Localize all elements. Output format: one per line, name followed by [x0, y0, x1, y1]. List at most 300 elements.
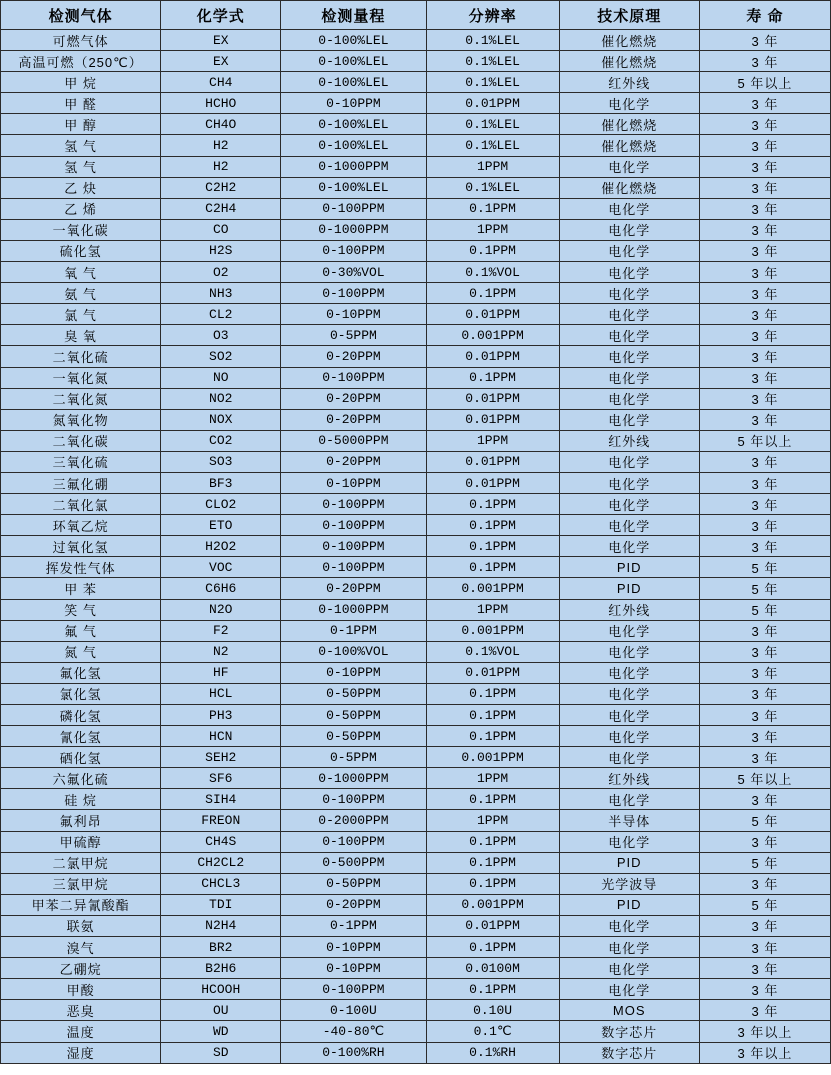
- cell-formula: CH4S: [161, 831, 281, 852]
- cell-lifetime: 3 年: [699, 641, 830, 662]
- cell-range: 0-10PPM: [281, 304, 426, 325]
- cell-resolution: 0.01PPM: [426, 915, 559, 936]
- cell-principle: 电化学: [559, 283, 699, 304]
- cell-range: 0-10PPM: [281, 93, 426, 114]
- cell-formula: N2O: [161, 599, 281, 620]
- cell-gas-name: 二氧化碳: [1, 430, 161, 451]
- cell-range: 0-100PPM: [281, 979, 426, 1000]
- cell-range: 0-100%LEL: [281, 72, 426, 93]
- cell-range: 0-50PPM: [281, 873, 426, 894]
- column-header-formula: 化学式: [161, 1, 281, 30]
- cell-resolution: 0.1%LEL: [426, 72, 559, 93]
- cell-principle: 电化学: [559, 536, 699, 557]
- table-row: [1, 304, 831, 325]
- cell-lifetime: 3 年以上: [699, 1042, 830, 1063]
- cell-principle: 红外线: [559, 72, 699, 93]
- cell-lifetime: 3 年: [699, 515, 830, 536]
- table-row: [1, 1021, 831, 1042]
- table-row: [1, 852, 831, 873]
- cell-formula: CH4: [161, 72, 281, 93]
- table-row: [1, 177, 831, 198]
- cell-resolution: 0.1PPM: [426, 515, 559, 536]
- column-header-range: 检测量程: [281, 1, 426, 30]
- cell-lifetime: 5 年: [699, 578, 830, 599]
- cell-lifetime: 3 年: [699, 873, 830, 894]
- cell-range: 0-1PPM: [281, 915, 426, 936]
- cell-principle: PID: [559, 894, 699, 915]
- cell-gas-name: 甲 醇: [1, 114, 161, 135]
- cell-formula: HF: [161, 662, 281, 683]
- cell-gas-name: 氧 气: [1, 262, 161, 283]
- cell-formula: O3: [161, 325, 281, 346]
- cell-range: 0-20PPM: [281, 346, 426, 367]
- cell-gas-name: 硅 烷: [1, 789, 161, 810]
- cell-resolution: 0.1%LEL: [426, 135, 559, 156]
- cell-principle: 电化学: [559, 198, 699, 219]
- cell-lifetime: 3 年: [699, 135, 830, 156]
- cell-gas-name: 过氧化氢: [1, 536, 161, 557]
- table-row: [1, 915, 831, 936]
- cell-principle: 电化学: [559, 156, 699, 177]
- cell-principle: 电化学: [559, 388, 699, 409]
- cell-principle: 红外线: [559, 430, 699, 451]
- cell-principle: 电化学: [559, 262, 699, 283]
- cell-formula: HCHO: [161, 93, 281, 114]
- cell-gas-name: 二氧化硫: [1, 346, 161, 367]
- cell-lifetime: 3 年: [699, 156, 830, 177]
- cell-gas-name: 氯化氢: [1, 683, 161, 704]
- table-row: [1, 1042, 831, 1063]
- cell-range: 0-20PPM: [281, 409, 426, 430]
- table-header-row: [1, 1, 831, 30]
- cell-lifetime: 5 年: [699, 599, 830, 620]
- cell-gas-name: 氟 气: [1, 620, 161, 641]
- cell-resolution: 0.01PPM: [426, 346, 559, 367]
- cell-range: 0-100PPM: [281, 240, 426, 261]
- cell-resolution: 0.1PPM: [426, 367, 559, 388]
- cell-resolution: 1PPM: [426, 430, 559, 451]
- table-row: [1, 198, 831, 219]
- cell-principle: 电化学: [559, 958, 699, 979]
- table-row: [1, 494, 831, 515]
- cell-formula: CO: [161, 219, 281, 240]
- table-row: [1, 93, 831, 114]
- cell-gas-name: 氰化氢: [1, 726, 161, 747]
- cell-resolution: 0.1PPM: [426, 536, 559, 557]
- cell-lifetime: 5 年: [699, 894, 830, 915]
- table-row: [1, 557, 831, 578]
- table-row: [1, 409, 831, 430]
- cell-lifetime: 3 年: [699, 958, 830, 979]
- cell-gas-name: 二氧化氮: [1, 388, 161, 409]
- cell-gas-name: 环氧乙烷: [1, 515, 161, 536]
- cell-formula: NOX: [161, 409, 281, 430]
- cell-resolution: 0.01PPM: [426, 662, 559, 683]
- cell-gas-name: 三氯甲烷: [1, 873, 161, 894]
- table-row: [1, 72, 831, 93]
- cell-formula: H2O2: [161, 536, 281, 557]
- cell-principle: PID: [559, 852, 699, 873]
- cell-gas-name: 高温可燃（250℃）: [1, 51, 161, 72]
- cell-resolution: 0.01PPM: [426, 451, 559, 472]
- table-row: [1, 262, 831, 283]
- cell-resolution: 0.1PPM: [426, 873, 559, 894]
- cell-lifetime: 5 年以上: [699, 72, 830, 93]
- table-row: [1, 114, 831, 135]
- table-row: [1, 430, 831, 451]
- cell-principle: 电化学: [559, 641, 699, 662]
- cell-resolution: 0.1PPM: [426, 557, 559, 578]
- cell-gas-name: 氟利昂: [1, 810, 161, 831]
- cell-gas-name: 二氧化氯: [1, 494, 161, 515]
- cell-principle: 数字芯片: [559, 1042, 699, 1063]
- cell-resolution: 0.0100M: [426, 958, 559, 979]
- cell-gas-name: 硒化氢: [1, 747, 161, 768]
- cell-principle: 电化学: [559, 240, 699, 261]
- cell-formula: EX: [161, 30, 281, 51]
- cell-formula: C6H6: [161, 578, 281, 599]
- cell-resolution: 0.1℃: [426, 1021, 559, 1042]
- cell-gas-name: 六氟化硫: [1, 768, 161, 789]
- cell-lifetime: 3 年: [699, 367, 830, 388]
- column-header-principle: 技术原理: [559, 1, 699, 30]
- cell-formula: HCN: [161, 726, 281, 747]
- cell-formula: F2: [161, 620, 281, 641]
- cell-resolution: 0.1PPM: [426, 705, 559, 726]
- cell-lifetime: 3 年: [699, 30, 830, 51]
- cell-gas-name: 甲 烷: [1, 72, 161, 93]
- cell-gas-name: 可燃气体: [1, 30, 161, 51]
- cell-formula: VOC: [161, 557, 281, 578]
- table-row: [1, 747, 831, 768]
- cell-range: 0-20PPM: [281, 578, 426, 599]
- cell-resolution: 0.001PPM: [426, 747, 559, 768]
- cell-gas-name: 硫化氢: [1, 240, 161, 261]
- cell-resolution: 0.1PPM: [426, 852, 559, 873]
- cell-gas-name: 乙 炔: [1, 177, 161, 198]
- cell-gas-name: 三氧化硫: [1, 451, 161, 472]
- cell-range: 0-100U: [281, 1000, 426, 1021]
- cell-formula: H2: [161, 156, 281, 177]
- cell-lifetime: 3 年: [699, 915, 830, 936]
- cell-lifetime: 3 年: [699, 683, 830, 704]
- table-row: [1, 346, 831, 367]
- cell-formula: N2: [161, 641, 281, 662]
- cell-principle: MOS: [559, 1000, 699, 1021]
- cell-principle: 电化学: [559, 304, 699, 325]
- cell-principle: 催化燃烧: [559, 30, 699, 51]
- cell-formula: B2H6: [161, 958, 281, 979]
- cell-resolution: 1PPM: [426, 156, 559, 177]
- cell-lifetime: 3 年: [699, 346, 830, 367]
- cell-lifetime: 5 年以上: [699, 768, 830, 789]
- cell-formula: TDI: [161, 894, 281, 915]
- table-row: [1, 789, 831, 810]
- cell-gas-name: 二氯甲烷: [1, 852, 161, 873]
- table-row: [1, 472, 831, 493]
- cell-range: -40-80℃: [281, 1021, 426, 1042]
- cell-resolution: 0.1PPM: [426, 726, 559, 747]
- cell-principle: 催化燃烧: [559, 114, 699, 135]
- cell-range: 0-100PPM: [281, 367, 426, 388]
- cell-range: 0-30%VOL: [281, 262, 426, 283]
- table-row: [1, 578, 831, 599]
- cell-formula: FREON: [161, 810, 281, 831]
- cell-formula: ETO: [161, 515, 281, 536]
- cell-lifetime: 3 年: [699, 114, 830, 135]
- cell-formula: H2S: [161, 240, 281, 261]
- cell-gas-name: 磷化氢: [1, 705, 161, 726]
- cell-range: 0-100%VOL: [281, 641, 426, 662]
- cell-formula: SEH2: [161, 747, 281, 768]
- cell-gas-name: 甲 醛: [1, 93, 161, 114]
- cell-range: 0-100PPM: [281, 283, 426, 304]
- cell-resolution: 0.1PPM: [426, 789, 559, 810]
- cell-principle: 半导体: [559, 810, 699, 831]
- cell-formula: H2: [161, 135, 281, 156]
- cell-formula: SD: [161, 1042, 281, 1063]
- table-row: [1, 810, 831, 831]
- cell-gas-name: 氮氧化物: [1, 409, 161, 430]
- cell-resolution: 0.1%LEL: [426, 177, 559, 198]
- cell-gas-name: 三氟化硼: [1, 472, 161, 493]
- cell-lifetime: 3 年: [699, 240, 830, 261]
- cell-principle: 电化学: [559, 515, 699, 536]
- cell-formula: N2H4: [161, 915, 281, 936]
- cell-resolution: 0.001PPM: [426, 620, 559, 641]
- cell-lifetime: 3 年: [699, 304, 830, 325]
- cell-lifetime: 5 年: [699, 557, 830, 578]
- cell-resolution: 0.1%LEL: [426, 51, 559, 72]
- cell-resolution: 1PPM: [426, 599, 559, 620]
- cell-gas-name: 氟化氢: [1, 662, 161, 683]
- cell-lifetime: 5 年: [699, 810, 830, 831]
- cell-resolution: 0.1%LEL: [426, 30, 559, 51]
- cell-range: 0-5000PPM: [281, 430, 426, 451]
- cell-range: 0-100PPM: [281, 557, 426, 578]
- cell-principle: 电化学: [559, 472, 699, 493]
- cell-formula: CO2: [161, 430, 281, 451]
- cell-lifetime: 3 年以上: [699, 1021, 830, 1042]
- table-row: [1, 937, 831, 958]
- column-header-lifetime: 寿 命: [699, 1, 830, 30]
- cell-formula: PH3: [161, 705, 281, 726]
- cell-principle: 电化学: [559, 367, 699, 388]
- cell-principle: 电化学: [559, 747, 699, 768]
- cell-principle: 电化学: [559, 325, 699, 346]
- table-row: [1, 705, 831, 726]
- cell-gas-name: 氢 气: [1, 135, 161, 156]
- cell-range: 0-5PPM: [281, 747, 426, 768]
- cell-formula: CH4O: [161, 114, 281, 135]
- cell-lifetime: 3 年: [699, 219, 830, 240]
- table-row: [1, 683, 831, 704]
- cell-gas-name: 笑 气: [1, 599, 161, 620]
- cell-lifetime: 3 年: [699, 662, 830, 683]
- cell-lifetime: 3 年: [699, 1000, 830, 1021]
- cell-lifetime: 3 年: [699, 747, 830, 768]
- cell-lifetime: 3 年: [699, 620, 830, 641]
- cell-principle: 电化学: [559, 346, 699, 367]
- table-row: [1, 726, 831, 747]
- cell-principle: 催化燃烧: [559, 51, 699, 72]
- table-row: [1, 325, 831, 346]
- cell-principle: 电化学: [559, 979, 699, 1000]
- cell-lifetime: 3 年: [699, 409, 830, 430]
- cell-lifetime: 3 年: [699, 472, 830, 493]
- cell-lifetime: 3 年: [699, 93, 830, 114]
- cell-lifetime: 3 年: [699, 51, 830, 72]
- cell-formula: CHCL3: [161, 873, 281, 894]
- cell-principle: 电化学: [559, 219, 699, 240]
- table-row: [1, 894, 831, 915]
- table-row: [1, 135, 831, 156]
- cell-principle: 催化燃烧: [559, 177, 699, 198]
- cell-resolution: 0.1PPM: [426, 937, 559, 958]
- cell-formula: NO: [161, 367, 281, 388]
- cell-range: 0-100%LEL: [281, 114, 426, 135]
- cell-principle: 电化学: [559, 831, 699, 852]
- cell-gas-name: 甲苯二异氰酸酯: [1, 894, 161, 915]
- table-row: [1, 367, 831, 388]
- cell-gas-name: 联氨: [1, 915, 161, 936]
- cell-range: 0-1PPM: [281, 620, 426, 641]
- cell-principle: 电化学: [559, 409, 699, 430]
- table-row: [1, 30, 831, 51]
- cell-resolution: 0.1%RH: [426, 1042, 559, 1063]
- cell-formula: WD: [161, 1021, 281, 1042]
- cell-range: 0-10PPM: [281, 662, 426, 683]
- cell-resolution: 0.001PPM: [426, 578, 559, 599]
- cell-gas-name: 氯 气: [1, 304, 161, 325]
- cell-range: 0-1000PPM: [281, 599, 426, 620]
- cell-range: 0-5PPM: [281, 325, 426, 346]
- cell-principle: 光学波导: [559, 873, 699, 894]
- table-body: [1, 30, 831, 1064]
- cell-gas-name: 一氧化碳: [1, 219, 161, 240]
- cell-range: 0-20PPM: [281, 451, 426, 472]
- table-row: [1, 599, 831, 620]
- cell-gas-name: 氨 气: [1, 283, 161, 304]
- cell-range: 0-100%LEL: [281, 177, 426, 198]
- cell-range: 0-100PPM: [281, 789, 426, 810]
- cell-principle: 电化学: [559, 451, 699, 472]
- table-row: [1, 873, 831, 894]
- cell-lifetime: 3 年: [699, 831, 830, 852]
- cell-lifetime: 3 年: [699, 494, 830, 515]
- cell-gas-name: 甲硫醇: [1, 831, 161, 852]
- cell-principle: PID: [559, 578, 699, 599]
- cell-lifetime: 3 年: [699, 937, 830, 958]
- cell-range: 0-500PPM: [281, 852, 426, 873]
- table-row: [1, 451, 831, 472]
- cell-gas-name: 乙硼烷: [1, 958, 161, 979]
- cell-range: 0-10PPM: [281, 472, 426, 493]
- cell-lifetime: 3 年: [699, 789, 830, 810]
- table-row: [1, 219, 831, 240]
- cell-lifetime: 3 年: [699, 536, 830, 557]
- cell-lifetime: 3 年: [699, 177, 830, 198]
- cell-formula: EX: [161, 51, 281, 72]
- table-row: [1, 283, 831, 304]
- table-row: [1, 620, 831, 641]
- cell-range: 0-100PPM: [281, 198, 426, 219]
- cell-range: 0-1000PPM: [281, 156, 426, 177]
- cell-resolution: 1PPM: [426, 768, 559, 789]
- cell-resolution: 0.1PPM: [426, 683, 559, 704]
- cell-principle: 电化学: [559, 93, 699, 114]
- cell-formula: OU: [161, 1000, 281, 1021]
- cell-formula: SO2: [161, 346, 281, 367]
- cell-range: 0-20PPM: [281, 388, 426, 409]
- cell-gas-name: 溴气: [1, 937, 161, 958]
- cell-resolution: 0.1PPM: [426, 240, 559, 261]
- table-row: [1, 768, 831, 789]
- cell-principle: 电化学: [559, 705, 699, 726]
- cell-range: 0-100%LEL: [281, 135, 426, 156]
- cell-principle: PID: [559, 557, 699, 578]
- cell-range: 0-100PPM: [281, 536, 426, 557]
- cell-formula: SF6: [161, 768, 281, 789]
- cell-principle: 电化学: [559, 789, 699, 810]
- cell-gas-name: 甲 苯: [1, 578, 161, 599]
- cell-range: 0-10PPM: [281, 937, 426, 958]
- cell-principle: 电化学: [559, 620, 699, 641]
- cell-gas-name: 温度: [1, 1021, 161, 1042]
- cell-range: 0-100PPM: [281, 831, 426, 852]
- table-row: [1, 51, 831, 72]
- cell-lifetime: 3 年: [699, 451, 830, 472]
- cell-gas-name: 挥发性气体: [1, 557, 161, 578]
- cell-resolution: 0.1PPM: [426, 831, 559, 852]
- cell-resolution: 0.01PPM: [426, 409, 559, 430]
- cell-range: 0-1000PPM: [281, 219, 426, 240]
- cell-range: 0-2000PPM: [281, 810, 426, 831]
- cell-formula: SO3: [161, 451, 281, 472]
- cell-resolution: 0.01PPM: [426, 472, 559, 493]
- cell-resolution: 0.1%VOL: [426, 262, 559, 283]
- cell-formula: SIH4: [161, 789, 281, 810]
- cell-formula: HCL: [161, 683, 281, 704]
- cell-gas-name: 一氧化氮: [1, 367, 161, 388]
- cell-range: 0-50PPM: [281, 683, 426, 704]
- cell-range: 0-50PPM: [281, 726, 426, 747]
- cell-lifetime: 3 年: [699, 705, 830, 726]
- cell-principle: 催化燃烧: [559, 135, 699, 156]
- cell-formula: BR2: [161, 937, 281, 958]
- cell-formula: NH3: [161, 283, 281, 304]
- cell-range: 0-100%RH: [281, 1042, 426, 1063]
- cell-principle: 电化学: [559, 915, 699, 936]
- cell-formula: CH2CL2: [161, 852, 281, 873]
- cell-gas-name: 甲酸: [1, 979, 161, 1000]
- cell-resolution: 0.1PPM: [426, 283, 559, 304]
- cell-formula: BF3: [161, 472, 281, 493]
- cell-formula: CLO2: [161, 494, 281, 515]
- table-row: [1, 240, 831, 261]
- cell-formula: HCOOH: [161, 979, 281, 1000]
- cell-range: 0-100PPM: [281, 494, 426, 515]
- cell-resolution: 0.1PPM: [426, 198, 559, 219]
- table-row: [1, 1000, 831, 1021]
- cell-range: 0-1000PPM: [281, 768, 426, 789]
- cell-lifetime: 3 年: [699, 262, 830, 283]
- cell-lifetime: 3 年: [699, 726, 830, 747]
- cell-resolution: 0.01PPM: [426, 388, 559, 409]
- cell-principle: 电化学: [559, 683, 699, 704]
- cell-principle: 数字芯片: [559, 1021, 699, 1042]
- cell-lifetime: 3 年: [699, 283, 830, 304]
